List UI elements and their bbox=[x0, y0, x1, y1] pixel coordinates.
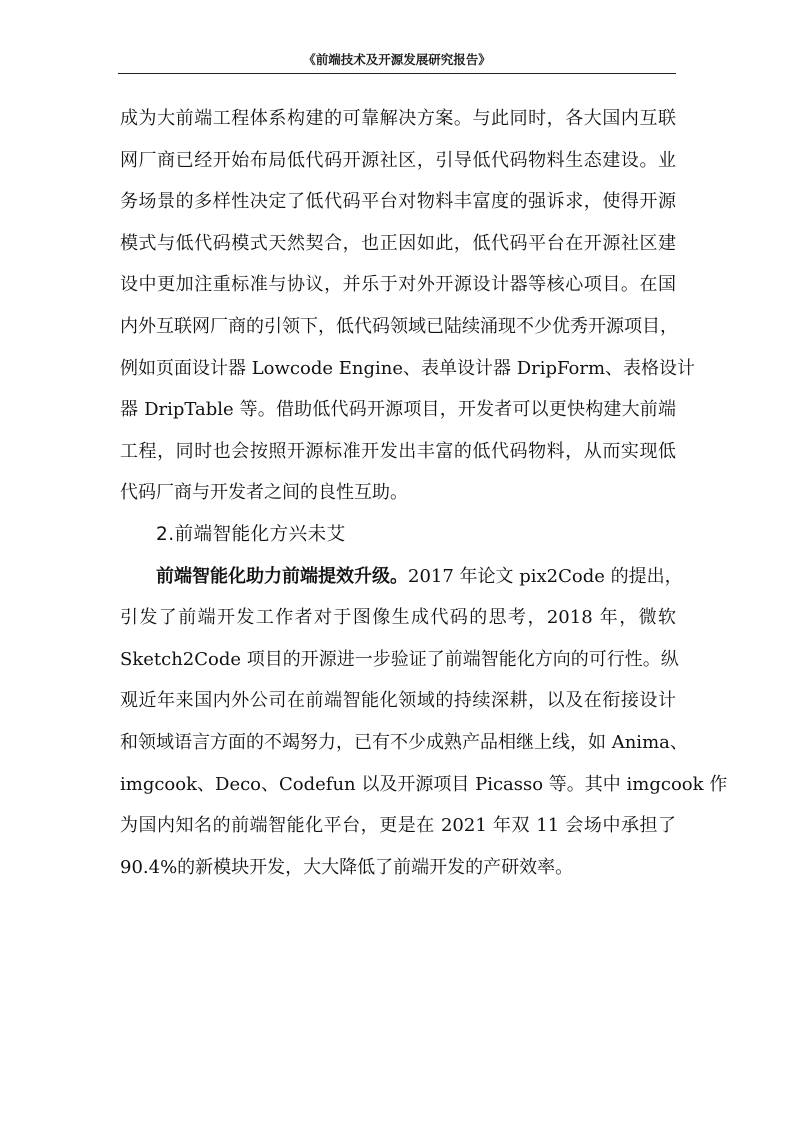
text-line-lead bbox=[120, 556, 683, 598]
section-heading: 2.前端智能化方兴未艾 bbox=[156, 523, 346, 545]
text-line: 和领域语言方面的不竭努力，已有不少成熟产品相继上线，如 Anima、 bbox=[120, 731, 688, 753]
text-line: 务场景的多样性决定了低代码平台对物料丰富度的强诉求，使得开源 bbox=[120, 191, 676, 213]
header-divider bbox=[118, 73, 676, 74]
text-line: 器 DripTable 等。借助低代码开源项目，开发者可以更快构建大前端 bbox=[120, 399, 676, 421]
paragraph-frontend-intelligence bbox=[120, 556, 728, 889]
text-line: 代码厂商与开发者之间的良性互助。 bbox=[120, 482, 408, 504]
text-line: 内外互联网厂商的引领下，低代码领域已陆续涌现不少优秀开源项目， bbox=[120, 315, 678, 337]
text-line: 工程，同时也会按照开源标准开发出丰富的低代码物料，从而实现低 bbox=[120, 440, 676, 462]
text-line: 网厂商已经开始布局低代码开源社区，引导低代码物料生态建设。业 bbox=[120, 149, 676, 171]
lead-sentence-bold: 前端智能化助力前端提效升级。 bbox=[156, 565, 408, 587]
text-line: 成为大前端工程体系构建的可靠解决方案。与此同时，各大国内互联 bbox=[120, 108, 676, 129]
text-line: 例如页面设计器 Lowcode Engine、表单设计器 DripForm、表格设计 bbox=[120, 357, 696, 379]
text-line: 90.4%的新模块开发，大大降低了前端开发的产研效率。 bbox=[120, 856, 574, 878]
text-line: 模式与低代码模式天然契合，也正因如此，低代码平台在开源社区建 bbox=[120, 232, 676, 254]
page-header-title: 《前端技术及开源发展研究报告》 bbox=[303, 52, 491, 67]
text-line: 观近年来国内外公司在前端智能化领域的持续深耕，以及在衔接设计 bbox=[120, 690, 676, 712]
text-line: Sketch2Code 项目的开源进一步验证了前端智能化方向的可行性。纵 bbox=[120, 648, 679, 670]
lead-sentence-rest: 2017 年论文 pix2Code 的提出， bbox=[408, 565, 683, 587]
text-line: 为国内知名的前端智能化平台，更是在 2021 年双 11 会场中承担了 bbox=[120, 815, 676, 837]
document-body bbox=[120, 98, 728, 888]
text-line: imgcook、Deco、Codefun 以及开源项目 Picasso 等。其中 imgcook 作 bbox=[120, 773, 728, 795]
paragraph-lowcode bbox=[120, 98, 696, 514]
text-line: 引发了前端开发工作者对于图像生成代码的思考，2018 年，微软 bbox=[120, 607, 676, 629]
text-line: 设中更加注重标准与协议，并乐于对外开源设计器等核心项目。在国 bbox=[120, 274, 676, 296]
